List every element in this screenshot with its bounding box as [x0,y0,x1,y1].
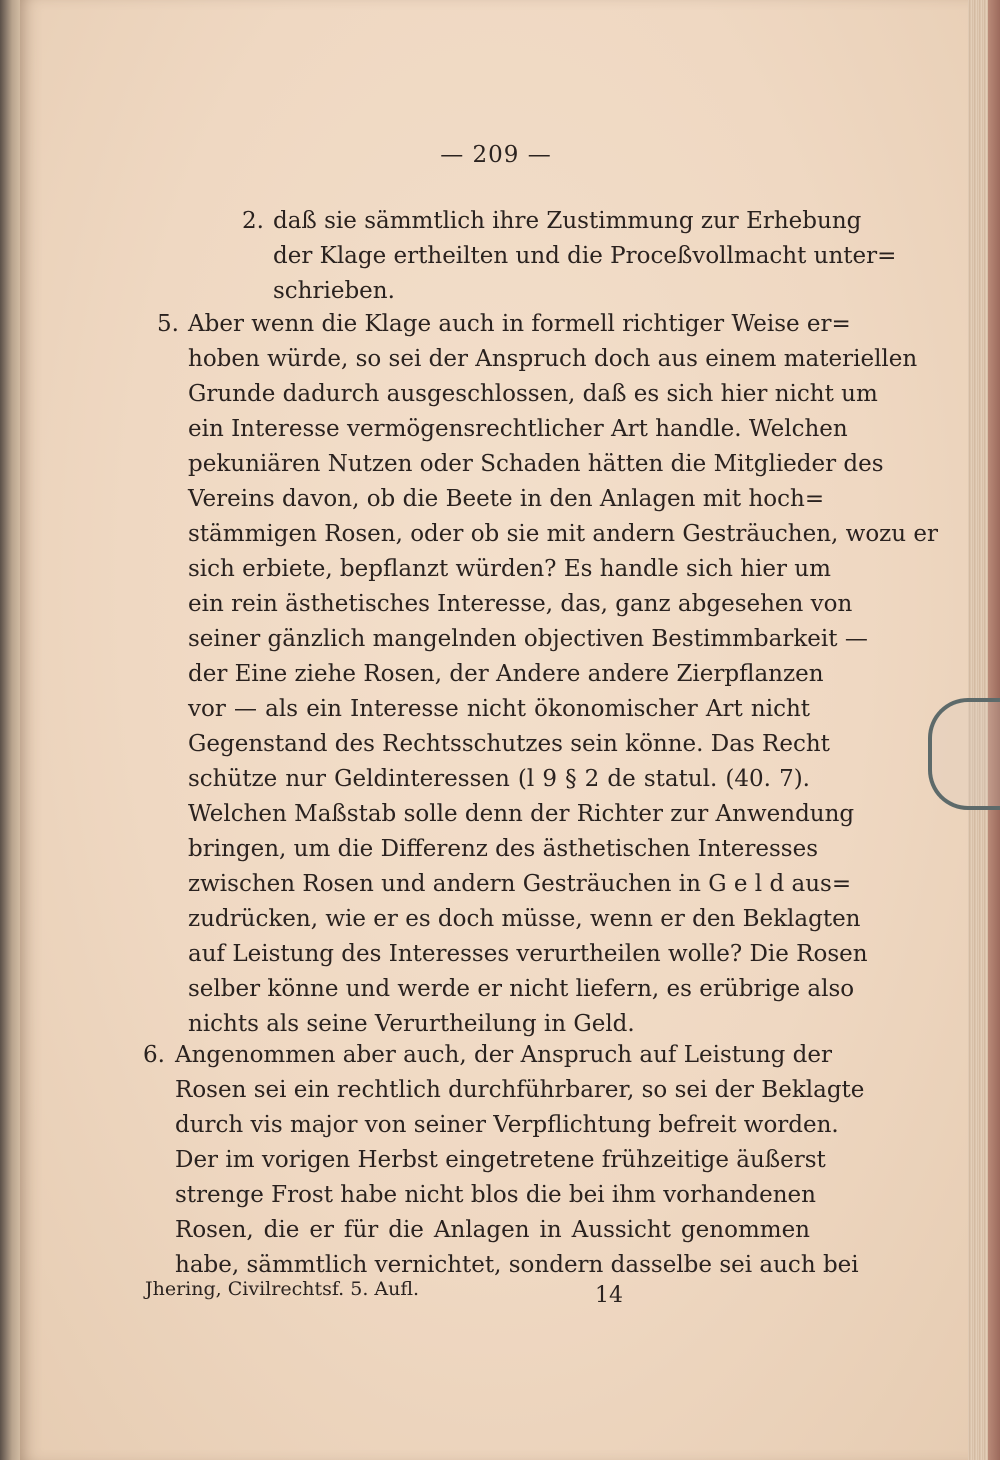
item-number: 6. [143,1042,165,1068]
text-line: Rosen, die er für die Anlagen in Aussicht genommen [175,1217,810,1243]
text-line: zwischen Rosen und andern Gesträuchen in G e l d aus= [188,871,852,897]
book-binding [0,0,22,1460]
text-line: Aber wenn die Klage auch in formell richtiger Weise er= [188,311,851,337]
text-line: durch vis major von seiner Verpflichtung befreit worden. [175,1112,839,1138]
text-line: der Klage ertheilten und die Proceßvollmacht unter= [273,243,897,269]
page-number-header: — 209 — [440,142,552,168]
text-line: ein rein ästhetisches Interesse, das, ganz abgesehen von [188,591,853,617]
text-line: auf Leistung des Interesses verurtheilen wolle? Die Rosen [188,941,868,967]
text-line: seiner gänzlich mangelnden objectiven Bestimmbarkeit — [188,626,868,652]
text-line: ein Interesse vermögensrechtlicher Art handle. Welchen [188,416,848,442]
text-line: schütze nur Geldinteressen (l 9 § 2 de statul. (40. 7). [188,766,810,792]
text-line: bringen, um die Differenz des ästhetischen Interesses [188,836,819,862]
text-line: Rosen sei ein rechtlich durchführbarer, so sei der Beklagte [175,1077,865,1103]
text-line: Der im vorigen Herbst eingetretene frühzeitige äußerst [175,1147,826,1173]
text-line: selber könne und werde er nicht liefern, es erübrige also [188,976,855,1002]
text-line: daß sie sämmtlich ihre Zustimmung zur Erhebung [273,208,862,234]
text-line: vor — als ein Interesse nicht ökonomischer Art nicht [188,696,810,722]
item-number: 2. [242,208,264,234]
text-line: Welchen Maßstab solle denn der Richter zur Anwendung [188,801,855,827]
text-line: stämmigen Rosen, oder ob sie mit andern Gesträuchen, wozu er [188,521,939,547]
text-line: habe, sämmtlich vernichtet, sondern dasselbe sei auch bei [175,1252,859,1278]
text-line: sich erbiete, bepflanzt würden? Es handle sich hier um [188,556,831,582]
text-line: Gegenstand des Rechtsschutzes sein könne. Das Recht [188,731,830,757]
text-line: strenge Frost habe nicht blos die bei ihm vorhandenen [175,1182,816,1208]
text-line: hoben würde, so sei der Anspruch doch aus einem materiellen [188,346,918,372]
text-line: nichts als seine Verurtheilung in Geld. [188,1011,635,1037]
text-line: Angenommen aber auch, der Anspruch auf Leistung der [175,1042,832,1068]
text-line: Vereins davon, ob die Beete in den Anlagen mit hoch= [188,486,825,512]
text-line: Grunde dadurch ausgeschlossen, daß es sich hier nicht um [188,381,878,407]
item-number: 5. [157,311,179,337]
text-line: schrieben. [273,278,395,304]
book-page [20,0,972,1460]
page-clip [928,698,1000,810]
text-line: zudrücken, wie er es doch müsse, wenn er den Beklagten [188,906,861,932]
sheet-number: 14 [595,1283,623,1308]
footer-signature: Jhering, Civilrechtsf. 5. Aufl. [145,1278,420,1300]
text-line: pekuniären Nutzen oder Schaden hätten die Mitglieder des [188,451,884,477]
text-line: der Eine ziehe Rosen, der Andere andere Zierpflanzen [188,661,824,687]
